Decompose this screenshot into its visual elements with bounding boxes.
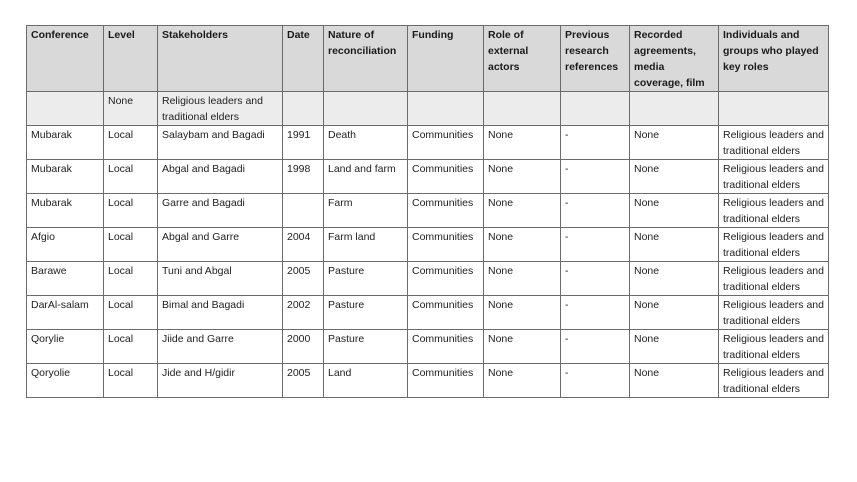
table-row [27, 296, 829, 330]
cell-external-actors: None [484, 194, 561, 228]
cell-previous-research: - [561, 296, 630, 330]
cell-recorded-agreements: None [630, 296, 719, 330]
cell-date: 2002 [283, 296, 324, 330]
header-level: Level [104, 26, 158, 92]
cell-recorded-agreements [630, 92, 719, 126]
cell-nature: Pasture [324, 262, 408, 296]
header-stakeholders: Stakeholders [158, 26, 283, 92]
cell-stakeholders: Tuni and Abgal [158, 262, 283, 296]
cell-previous-research: - [561, 160, 630, 194]
cell-stakeholders: Abgal and Bagadi [158, 160, 283, 194]
cell-recorded-agreements: None [630, 330, 719, 364]
cell-conference: Qoryolie [27, 364, 104, 398]
cell-external-actors: None [484, 160, 561, 194]
cell-date: 1991 [283, 126, 324, 160]
cell-recorded-agreements: None [630, 160, 719, 194]
header-row [27, 26, 829, 92]
cell-funding: Communities [408, 296, 484, 330]
cell-date: 2004 [283, 228, 324, 262]
table-row [27, 160, 829, 194]
cell-funding: Communities [408, 330, 484, 364]
cell-nature: Land and farm [324, 160, 408, 194]
cell-conference: DarAl-salam [27, 296, 104, 330]
header-key-individuals-groups: Individuals and groups who played key roles [719, 26, 829, 92]
cell-conference: Afgio [27, 228, 104, 262]
cell-nature: Farm land [324, 228, 408, 262]
cell-level: Local [104, 364, 158, 398]
cell-date: 1998 [283, 160, 324, 194]
cell-stakeholders: Religious leaders and traditional elders [158, 92, 283, 126]
cell-date: 2005 [283, 364, 324, 398]
cell-level: Local [104, 194, 158, 228]
cell-recorded-agreements: None [630, 126, 719, 160]
cell-funding: Communities [408, 364, 484, 398]
cell-recorded-agreements: None [630, 364, 719, 398]
cell-nature: Death [324, 126, 408, 160]
table-row [27, 330, 829, 364]
cell-conference: Qorylie [27, 330, 104, 364]
cell-stakeholders: Salaybam and Bagadi [158, 126, 283, 160]
cell-recorded-agreements: None [630, 262, 719, 296]
cell-external-actors: None [484, 330, 561, 364]
cell-previous-research: - [561, 330, 630, 364]
cell-funding: Communities [408, 228, 484, 262]
table-row [27, 92, 829, 126]
table-row [27, 364, 829, 398]
table-row [27, 194, 829, 228]
cell-stakeholders: Jiide and Garre [158, 330, 283, 364]
cell-stakeholders: Bimal and Bagadi [158, 296, 283, 330]
cell-key-roles: Religious leaders and traditional elders [719, 330, 829, 364]
cell-recorded-agreements: None [630, 228, 719, 262]
cell-date: 2000 [283, 330, 324, 364]
cell-conference: Mubarak [27, 126, 104, 160]
cell-previous-research: - [561, 126, 630, 160]
cell-date: 2005 [283, 262, 324, 296]
cell-conference: Mubarak [27, 160, 104, 194]
cell-nature [324, 92, 408, 126]
table-row [27, 126, 829, 160]
header-date: Date [283, 26, 324, 92]
cell-stakeholders: Garre and Bagadi [158, 194, 283, 228]
cell-funding: Communities [408, 194, 484, 228]
cell-key-roles: Religious leaders and traditional elders [719, 160, 829, 194]
cell-conference: Barawe [27, 262, 104, 296]
cell-conference [27, 92, 104, 126]
cell-key-roles [719, 92, 829, 126]
cell-external-actors: None [484, 126, 561, 160]
cell-nature: Farm [324, 194, 408, 228]
cell-funding [408, 92, 484, 126]
header-nature-of-reconciliation: Nature of reconciliation [324, 26, 408, 92]
cell-level: Local [104, 126, 158, 160]
cell-previous-research: - [561, 364, 630, 398]
cell-external-actors: None [484, 364, 561, 398]
cell-previous-research: - [561, 262, 630, 296]
table-row [27, 228, 829, 262]
cell-funding: Communities [408, 160, 484, 194]
cell-funding: Communities [408, 126, 484, 160]
cell-level: None [104, 92, 158, 126]
cell-level: Local [104, 228, 158, 262]
cell-key-roles: Religious leaders and traditional elders [719, 228, 829, 262]
cell-previous-research: - [561, 228, 630, 262]
cell-level: Local [104, 296, 158, 330]
cell-external-actors [484, 92, 561, 126]
cell-external-actors: None [484, 228, 561, 262]
cell-key-roles: Religious leaders and traditional elders [719, 364, 829, 398]
header-previous-research-references: Previous research references [561, 26, 630, 92]
header-recorded-agreements: Recorded agreements, media coverage, film [630, 26, 719, 92]
cell-conference: Mubarak [27, 194, 104, 228]
cell-key-roles: Religious leaders and traditional elders [719, 262, 829, 296]
cell-key-roles: Religious leaders and traditional elders [719, 194, 829, 228]
cell-level: Local [104, 160, 158, 194]
header-funding: Funding [408, 26, 484, 92]
cell-nature: Pasture [324, 296, 408, 330]
cell-key-roles: Religious leaders and traditional elders [719, 296, 829, 330]
cell-previous-research [561, 92, 630, 126]
cell-previous-research: - [561, 194, 630, 228]
cell-external-actors: None [484, 262, 561, 296]
header-role-of-external-actors: Role of external actors [484, 26, 561, 92]
cell-level: Local [104, 262, 158, 296]
reconciliation-conferences-table [26, 25, 829, 398]
cell-key-roles: Religious leaders and traditional elders [719, 126, 829, 160]
cell-stakeholders: Jide and H/gidir [158, 364, 283, 398]
cell-recorded-agreements: None [630, 194, 719, 228]
cell-level: Local [104, 330, 158, 364]
header-conference: Conference [27, 26, 104, 92]
cell-nature: Pasture [324, 330, 408, 364]
cell-funding: Communities [408, 262, 484, 296]
cell-nature: Land [324, 364, 408, 398]
table-row [27, 262, 829, 296]
cell-external-actors: None [484, 296, 561, 330]
cell-date [283, 92, 324, 126]
cell-stakeholders: Abgal and Garre [158, 228, 283, 262]
cell-date [283, 194, 324, 228]
